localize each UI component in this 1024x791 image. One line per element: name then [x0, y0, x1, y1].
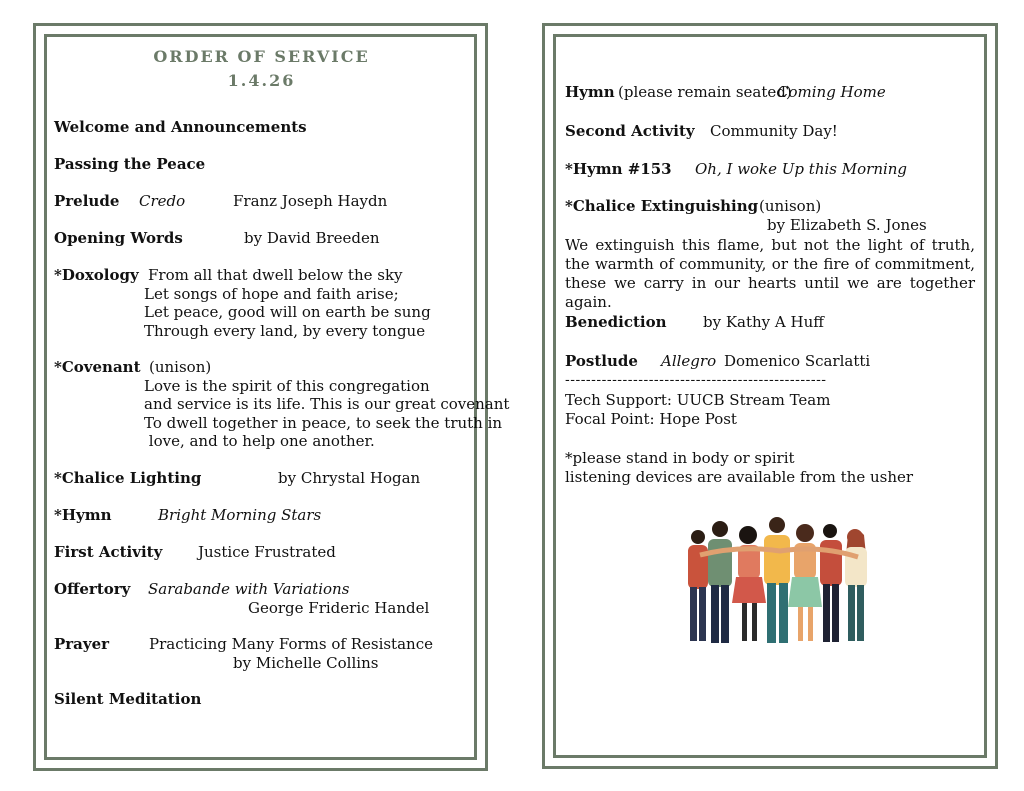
hymn-label: *Hymn	[54, 506, 112, 524]
second-activity-label: Second Activity	[565, 122, 695, 140]
prayer-label: Prayer	[54, 635, 110, 653]
benediction-by: by Kathy A Huff	[703, 313, 824, 331]
first-activity-title: Justice Frustrated	[198, 543, 336, 561]
opening-label: Opening Words	[54, 229, 183, 247]
covenant-line: To dwell together in peace, to seek the truth in	[144, 414, 503, 432]
covenant-line: love, and to help one another.	[144, 432, 375, 450]
prayer-by: by Michelle Collins	[233, 654, 379, 672]
focal-point: Focal Point: Hope Post	[565, 410, 737, 428]
offertory-label: Offertory	[54, 580, 131, 598]
doxology-line: From all that dwell below the sky	[148, 266, 403, 284]
person-figure	[708, 521, 732, 643]
hymn1-title: Coming Home	[777, 83, 886, 101]
prelude-label: Prelude	[54, 192, 120, 210]
chalice-lighting-label: *Chalice Lighting	[54, 469, 202, 487]
covenant-line: and service is its life. This is our great covenant	[144, 395, 510, 413]
offertory-composer: George Frideric Handel	[248, 599, 430, 617]
divider-line: --------------------------------------------------	[565, 372, 827, 388]
first-activity-label: First Activity	[54, 543, 163, 561]
service-date: 1.4.26	[227, 71, 296, 90]
second-activity-title: Community Day!	[710, 122, 838, 140]
offertory-piece: Sarabande with Variations	[148, 580, 350, 598]
person-figure	[732, 526, 766, 641]
tech-support: Tech Support: UUCB Stream Team	[565, 391, 831, 409]
benediction-label: Benediction	[565, 313, 667, 331]
postlude-piece: Allegro	[661, 352, 717, 370]
hymn1-label: Hymn	[565, 83, 615, 101]
prayer-title: Practicing Many Forms of Resistance	[149, 635, 433, 653]
opening-by: by David Breeden	[244, 229, 380, 247]
doxology-line: Let peace, good will on earth be sung	[144, 303, 431, 321]
chalice-lighting-by: by Chrystal Hogan	[278, 469, 421, 487]
doxology-label: *Doxology	[54, 266, 139, 284]
welcome-heading: Welcome and Announcements	[54, 118, 307, 136]
doxology-line: Through every land, by every tongue	[144, 322, 426, 340]
postlude-composer: Domenico Scarlatti	[724, 352, 871, 370]
passing-heading: Passing the Peace	[54, 155, 206, 173]
person-figure	[688, 530, 708, 641]
person-figure	[788, 524, 822, 641]
covenant-label: *Covenant	[54, 358, 141, 376]
postlude-label: Postlude	[565, 352, 638, 370]
prelude-composer: Franz Joseph Haydn	[233, 192, 388, 210]
listening-note: listening devices are available from the usher	[565, 468, 914, 486]
stand-note: *please stand in body or spirit	[565, 449, 795, 467]
extinguishing-label: *Chalice Extinguishing	[565, 197, 759, 215]
order-title: ORDER OF SERVICE	[153, 47, 370, 66]
person-figure	[764, 517, 790, 643]
extinguishing-note: (unison)	[759, 197, 822, 215]
hymn1-note: (please remain seated)	[618, 83, 792, 101]
doxology-line: Let songs of hope and faith arise;	[144, 285, 399, 303]
extinguishing-by: by Elizabeth S. Jones	[767, 216, 927, 234]
prelude-piece: Credo	[139, 192, 186, 210]
covenant-line: Love is the spirit of this congregation	[144, 377, 430, 395]
hymn153-label: *Hymn #153	[565, 160, 672, 178]
person-figure	[845, 529, 867, 641]
silent-meditation-heading: Silent Meditation	[54, 690, 202, 708]
hymn153-title: Oh, I woke Up this Morning	[695, 160, 908, 178]
hymn-title: Bright Morning Stars	[158, 506, 322, 524]
people-embracing-illustration	[680, 515, 880, 650]
extinguishing-text: We extinguish this flame, but not the light of truth, the warmth of community, or the fire of commitment, these we carry in our hearts until we are together again.	[565, 236, 975, 311]
covenant-note: (unison)	[149, 358, 212, 376]
person-figure	[820, 524, 842, 642]
